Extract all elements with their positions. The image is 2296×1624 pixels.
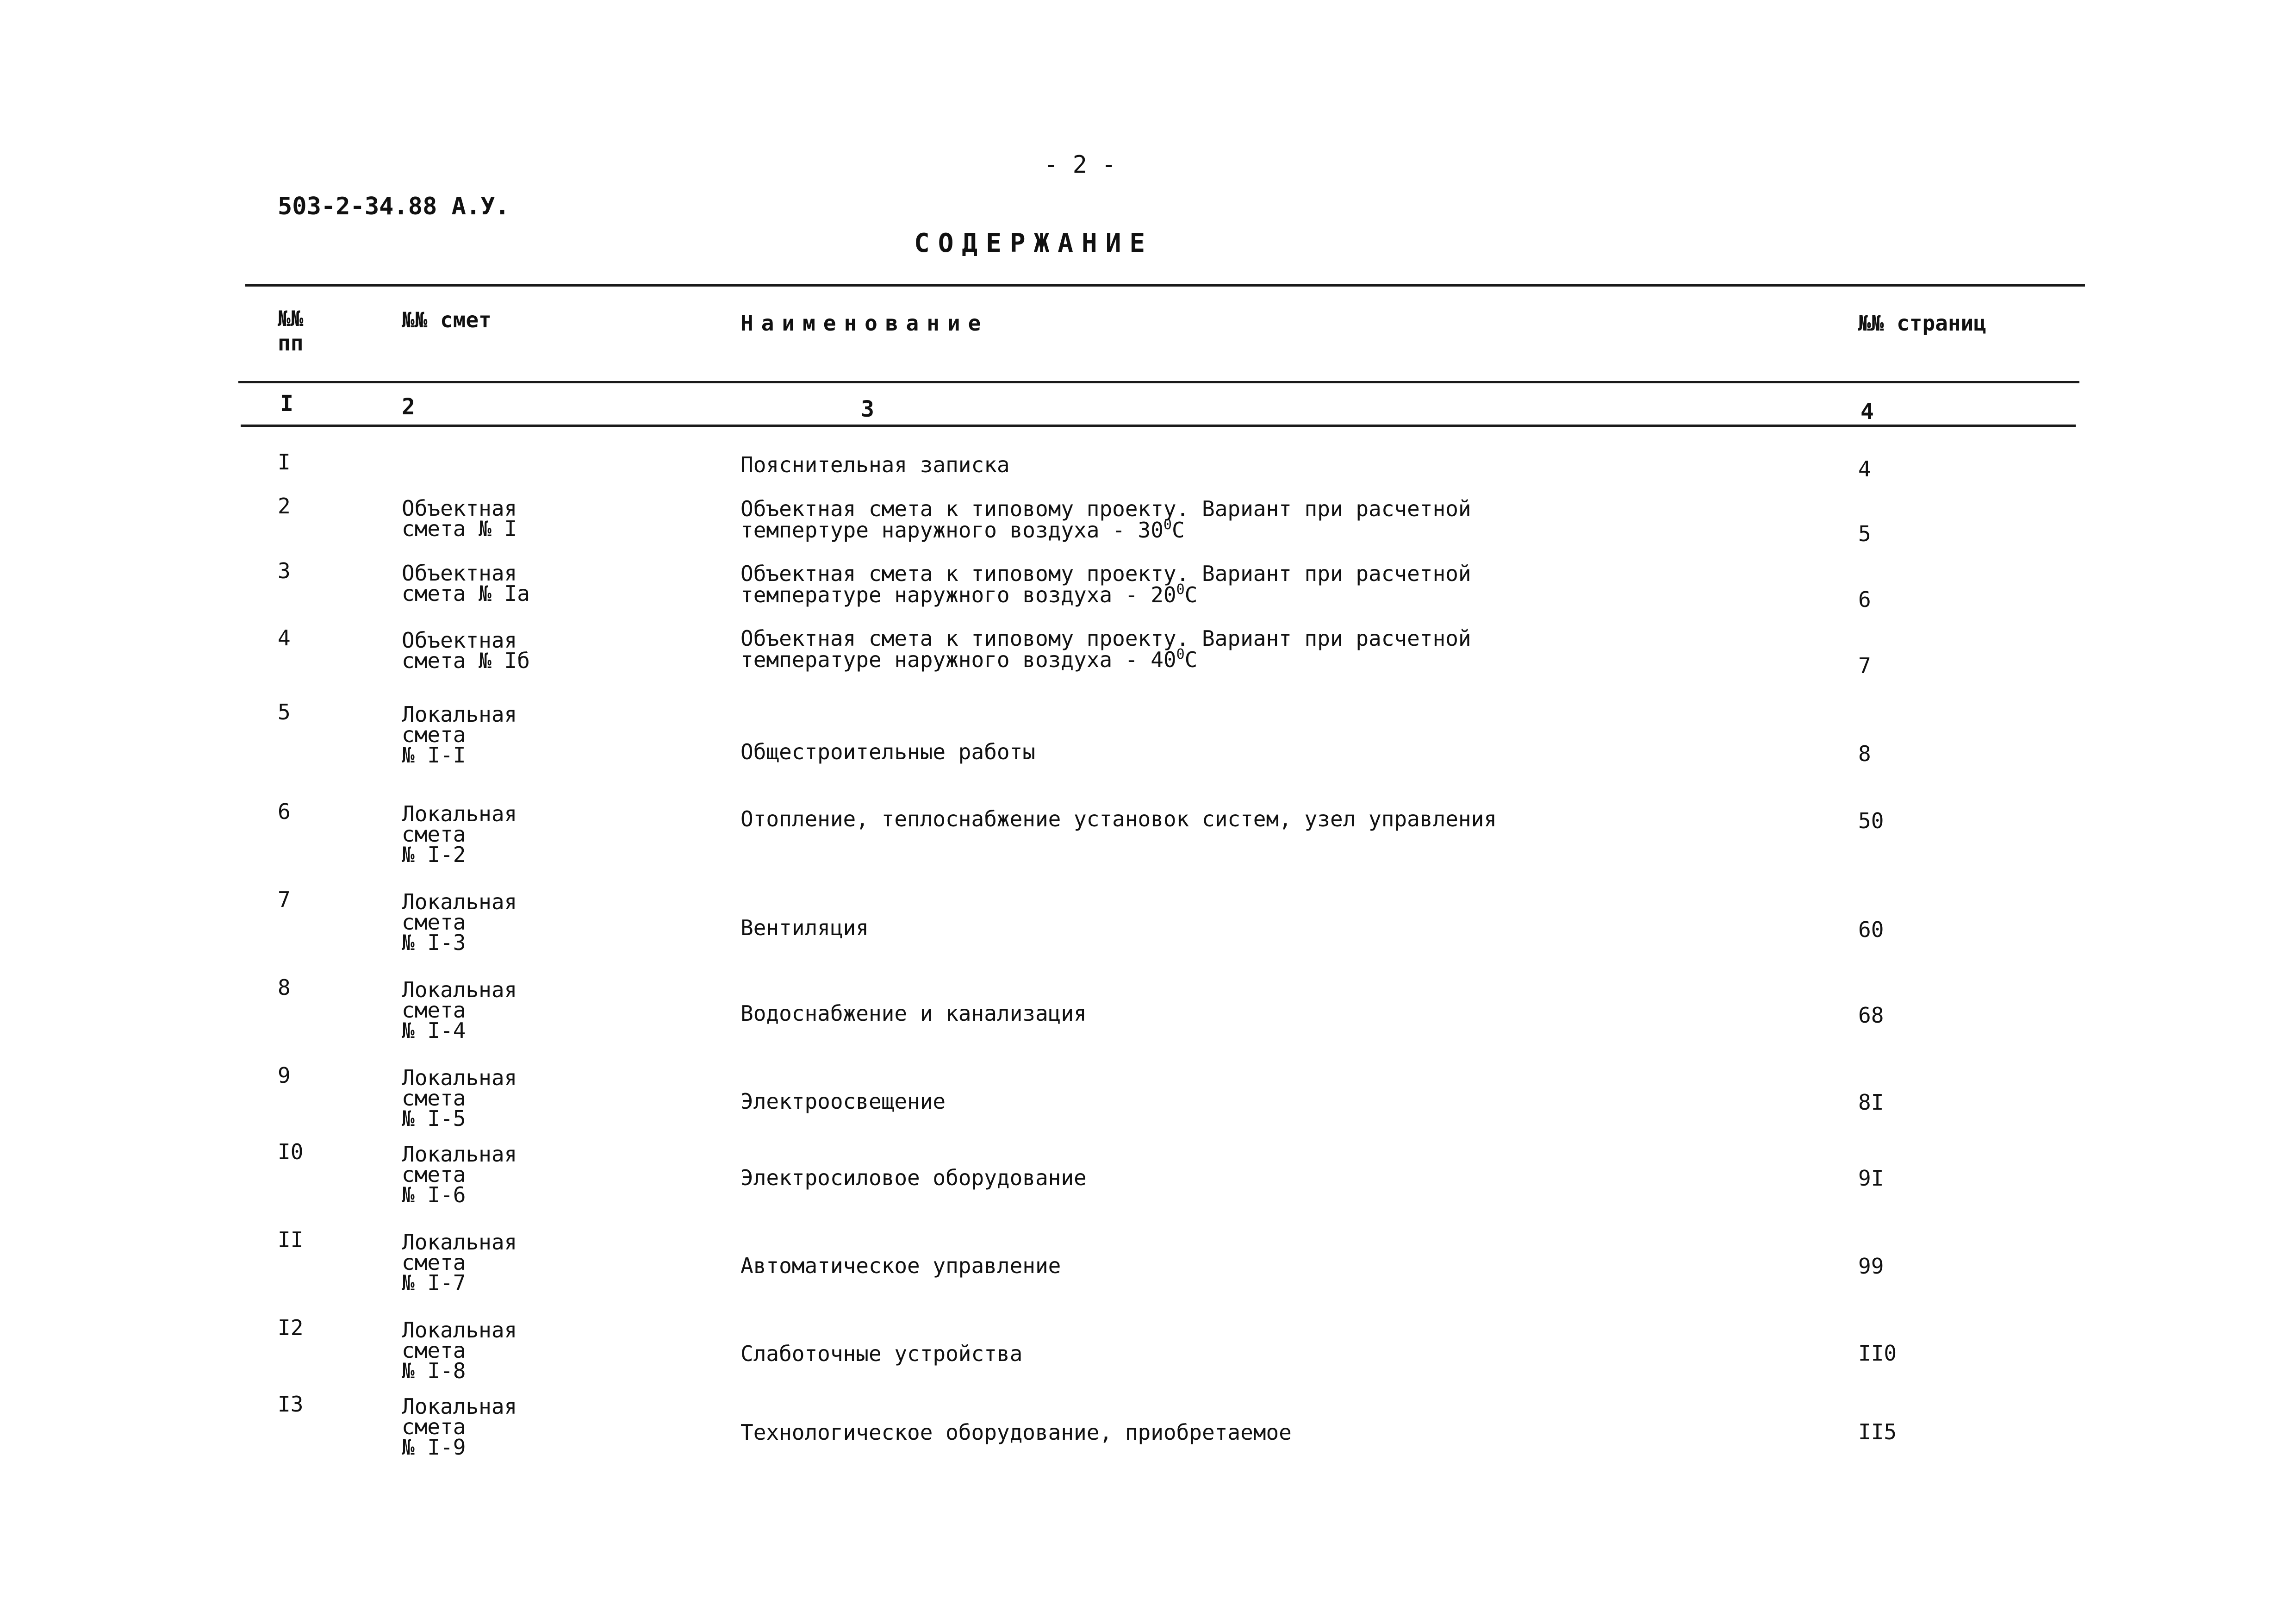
column-number-4: 4 — [1860, 399, 1874, 425]
estimate-label: смета № Iб — [402, 648, 530, 673]
item-name: Слаботочные устройства — [740, 1341, 1023, 1366]
row-number: 8 — [278, 975, 291, 1000]
item-name: Объектная смета к типовому проекту. Вариант при расчетной — [740, 561, 1471, 586]
page-reference: 5 — [1858, 521, 1871, 546]
row-number: I — [278, 450, 291, 475]
page-reference: 4 — [1858, 456, 1871, 481]
document-code: 503-2-34.88 А.У. — [278, 193, 510, 220]
estimate-label: № I-7 — [402, 1270, 466, 1295]
item-name: Электроосвещение — [740, 1089, 946, 1114]
estimate-label: Объектная — [402, 628, 517, 653]
estimate-label: Локальная — [402, 1230, 517, 1255]
degree-sign: 0 — [1176, 581, 1185, 598]
estimate-label: Объектная — [402, 561, 517, 586]
row-number: II — [278, 1227, 304, 1252]
estimate-label: № I-9 — [402, 1435, 466, 1460]
item-name: Объектная смета к типовому проекту. Вариант при расчетной — [740, 496, 1471, 521]
page-reference: II0 — [1858, 1341, 1897, 1366]
estimate-label: смета — [402, 1086, 466, 1111]
estimate-label: № I-8 — [402, 1358, 466, 1383]
estimate-label: Локальная — [402, 1394, 517, 1419]
row-number: I2 — [278, 1315, 304, 1340]
row-number: 7 — [278, 887, 291, 912]
page-reference: 99 — [1858, 1254, 1884, 1279]
page-reference: II5 — [1858, 1419, 1897, 1444]
estimate-label: Объектная — [402, 496, 517, 521]
row-number: 3 — [278, 558, 291, 583]
page-reference: 68 — [1858, 1003, 1884, 1028]
item-name: Общестроительные работы — [740, 739, 1035, 764]
row-number: 9 — [278, 1063, 291, 1088]
header-col-number-line2: пп — [278, 331, 304, 356]
estimate-label: № I-3 — [402, 930, 466, 955]
estimate-label: смета — [402, 722, 466, 747]
header-col-pages: №№ страниц — [1858, 311, 1986, 336]
item-name: Технологическое оборудование, приобретаемое — [740, 1420, 1292, 1445]
row-number: 6 — [278, 799, 291, 824]
item-name: Водоснабжение и канализация — [740, 1001, 1087, 1026]
header-col-number-line1: №№ — [278, 306, 304, 331]
estimate-label: смета — [402, 910, 466, 935]
item-name: Отопление, теплоснабжение установок систем, узел управления — [740, 806, 1497, 831]
page-reference: 50 — [1858, 808, 1884, 833]
estimate-label: смета № Iа — [402, 581, 530, 606]
estimate-label: № I-2 — [402, 842, 466, 867]
estimate-label: № I-I — [402, 743, 466, 768]
page-reference: 7 — [1858, 653, 1871, 678]
estimate-label: смета — [402, 1338, 466, 1363]
estimate-label: Локальная — [402, 977, 517, 1002]
item-name: темпертуре наружного воздуха - $30^0С$ — [740, 517, 1185, 543]
header-col-estimate: №№ смет — [402, 307, 492, 332]
degree-sign: 0 — [1163, 517, 1172, 533]
row-number: I0 — [278, 1139, 304, 1164]
estimate-label: № I-4 — [402, 1018, 466, 1043]
item-name: Электросиловое оборудование — [740, 1165, 1087, 1190]
estimate-label: № I-6 — [402, 1182, 466, 1207]
estimate-label: смета — [402, 1414, 466, 1439]
page-reference: 8I — [1858, 1090, 1884, 1115]
page-reference: 60 — [1858, 917, 1884, 942]
header-bottom-rule — [238, 381, 2079, 383]
header-col-name: Наименование — [740, 311, 989, 336]
estimate-label: смета — [402, 1162, 466, 1187]
estimate-label: смета № I — [402, 516, 517, 541]
estimate-label: смета — [402, 998, 466, 1023]
estimate-label: Локальная — [402, 1065, 517, 1090]
estimate-label: Локальная — [402, 1142, 517, 1167]
page-reference: 9I — [1858, 1166, 1884, 1191]
page-number: - 2 - — [1044, 151, 1116, 179]
estimate-label: смета — [402, 1250, 466, 1275]
row-number: 5 — [278, 700, 291, 725]
item-name: Объектная смета к типовому проекту. Вариант при расчетной — [740, 626, 1471, 651]
item-name: Пояснительная записка — [740, 452, 1010, 477]
column-numbers-rule — [241, 425, 2076, 427]
item-name: Вентиляция — [740, 915, 869, 940]
estimate-label: Локальная — [402, 889, 517, 914]
page-reference: 8 — [1858, 741, 1871, 766]
row-number: 2 — [278, 493, 291, 518]
degree-sign: 0 — [1176, 646, 1185, 662]
column-number-2: 2 — [402, 394, 415, 420]
column-number-1: I — [280, 391, 293, 417]
page-title: СОДЕРЖАНИЕ — [914, 228, 1154, 258]
item-name: температуре наружного воздуха - $40^0С$ — [740, 646, 1198, 672]
table-top-rule — [245, 284, 2085, 287]
estimate-label: Локальная — [402, 1318, 517, 1343]
item-name: Автоматическое управление — [740, 1253, 1061, 1278]
estimate-label: № I-5 — [402, 1106, 466, 1131]
estimate-label: Локальная — [402, 702, 517, 727]
column-number-3: 3 — [861, 396, 874, 422]
estimate-label: Локальная — [402, 801, 517, 826]
row-number: I3 — [278, 1392, 304, 1417]
estimate-label: смета — [402, 822, 466, 847]
item-name: температуре наружного воздуха - $20^0С$ — [740, 581, 1198, 607]
row-number: 4 — [278, 625, 291, 650]
page-reference: 6 — [1858, 587, 1871, 612]
